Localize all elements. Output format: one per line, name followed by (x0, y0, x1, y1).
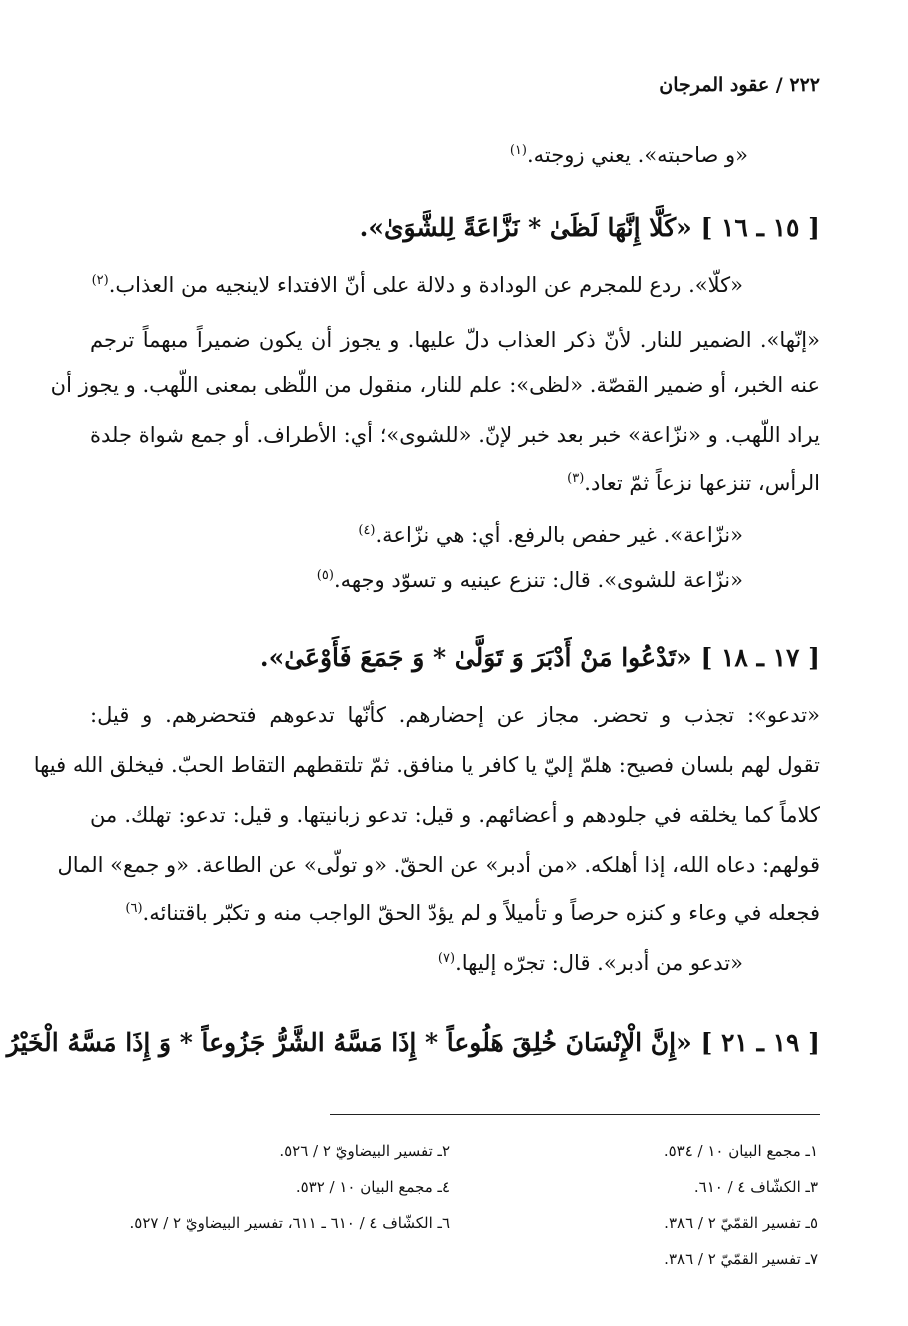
commentary-line: قولهم: دعاه الله، إذا أهلكه. «من أدبر» عن الحقّ. «و تولّى» عن الطاعة. «و جمع» المال (57, 853, 820, 877)
commentary-line: «و صاحبته». يعني زوجته.$^{(١)}$ (509, 143, 748, 167)
verse-reference: [ ١٩ ـ ٢١ ] (700, 1028, 820, 1057)
footnote: ٣ـ الكشّاف ٤ / ٦١٠. (693, 1178, 818, 1196)
footnote-marker: (٦) (125, 901, 143, 916)
commentary-line: «نزّاعة للشوى». قال: تنزع عينيه و تسوّد وجهه.$^{(٥)}$ (316, 568, 743, 592)
commentary-line: فجعله في وعاء و كنزه حرصاً و تأميلاً و لم يؤدّ الحقّ الواجب منه و تكبّر باقتنائه.$^{(٦)}$ (125, 901, 820, 925)
commentary-line: «كلّا». ردع للمجرم عن الودادة و دلالة على أنّ الافتداء لاينجيه من العذاب.$^{(٢)}$ (91, 273, 743, 297)
footnote-marker: (٧) (437, 951, 456, 966)
commentary-line: الرأس، تنزعها نزعاً ثمّ تعاد.$^{(٣)}$ (567, 471, 820, 495)
footnote-marker: (٢) (91, 273, 109, 288)
verse-heading (7, 1025, 820, 1061)
verse-reference: [ ١٧ ـ ١٨ ] (700, 643, 820, 672)
commentary-line: عنه الخبر، أو ضمير القصّة. «لظى»: علم للنار، منقول من اللّظى بمعنى اللّهب. و يجوز أن (50, 373, 820, 397)
page-number: ٢٢٢ (789, 74, 820, 96)
footnote: ١ـ مجمع البيان ١٠ / ٥٣٤. (663, 1142, 818, 1160)
footnote-divider (330, 1114, 820, 1115)
footnote-marker: (٣) (567, 471, 585, 486)
footnote-marker: (٥) (316, 568, 334, 583)
commentary-line: «إنّها». الضمير للنار. لأنّ ذكر العذاب دلّ عليها. و يجوز أن يكون ضميراً مبهماً ترجم (90, 328, 820, 352)
footnote: ٥ـ تفسير القمّيّ ٢ / ٣٨٦. (664, 1214, 818, 1232)
commentary-line: تقول لهم بلسان فصيح: هلمّ إليّ يا كافر يا منافق. ثمّ تلتقطهم التقاط الحبّ. فيخلق الله فيها (33, 753, 820, 777)
verse-reference: [ ١٥ ـ ١٦ ] (700, 213, 820, 242)
verse-heading (360, 210, 820, 246)
commentary-line: يراد اللّهب. و «نزّاعة» خبر بعد خبر لإنّ. «للشوى»؛ أي: الأطراف. أو جمع شواة جلدة (90, 423, 820, 447)
header-separator: / (775, 74, 783, 96)
commentary-line: «تدعو من أدبر». قال: تجرّه إليها.$^{(٧)}$ (437, 951, 743, 975)
footnote-marker: (٤) (358, 523, 376, 538)
footnote: ٢ـ تفسير البيضاويّ ٢ / ٥٢٦. (279, 1142, 450, 1160)
verse-text: «كَلَّا إِنَّهَا لَظَىٰ * نَزَّاعَةً لِلشَّوَىٰ». (359, 213, 692, 242)
running-header (659, 74, 820, 96)
verse-heading (260, 640, 820, 676)
footnote: ٦ـ الكشّاف ٤ / ٦١٠ ـ ٦١١، تفسير البيضاويّ ٢ / ٥٢٧. (129, 1214, 450, 1232)
footnote: ٤ـ مجمع البيان ١٠ / ٥٣٢. (295, 1178, 450, 1196)
footnote: ٧ـ تفسير القمّيّ ٢ / ٣٨٦. (664, 1250, 818, 1268)
verse-text: «تَدْعُوا مَنْ أَدْبَرَ وَ تَوَلَّىٰ * وَ جَمَعَ فَأَوْعَىٰ». (259, 643, 692, 672)
commentary-line: «نزّاعة». غير حفص بالرفع. أي: هي نزّاعة.$^{(٤)}$ (358, 523, 743, 547)
commentary-line: كلاماً كما يخلقه في جلودهم و أعضائهم. و قيل: تدعو زبانيتها. و قيل: تدعو: تهلك. من (90, 803, 820, 827)
book-title: عقود المرجان (659, 74, 770, 96)
footnote-marker: (١) (509, 143, 527, 158)
verse-text: «إِنَّ الْإِنْسَانَ خُلِقَ هَلُوعاً * إِذَا مَسَّهُ الشَّرُّ جَزُوعاً * وَ إِذَا مَسَّهُ الْخَيْرُ (6, 1028, 692, 1057)
commentary-line: «تدعو»: تجذب و تحضر. مجاز عن إحضارهم. كأنّها تدعوهم فتحضرهم. و قيل: (90, 703, 820, 727)
